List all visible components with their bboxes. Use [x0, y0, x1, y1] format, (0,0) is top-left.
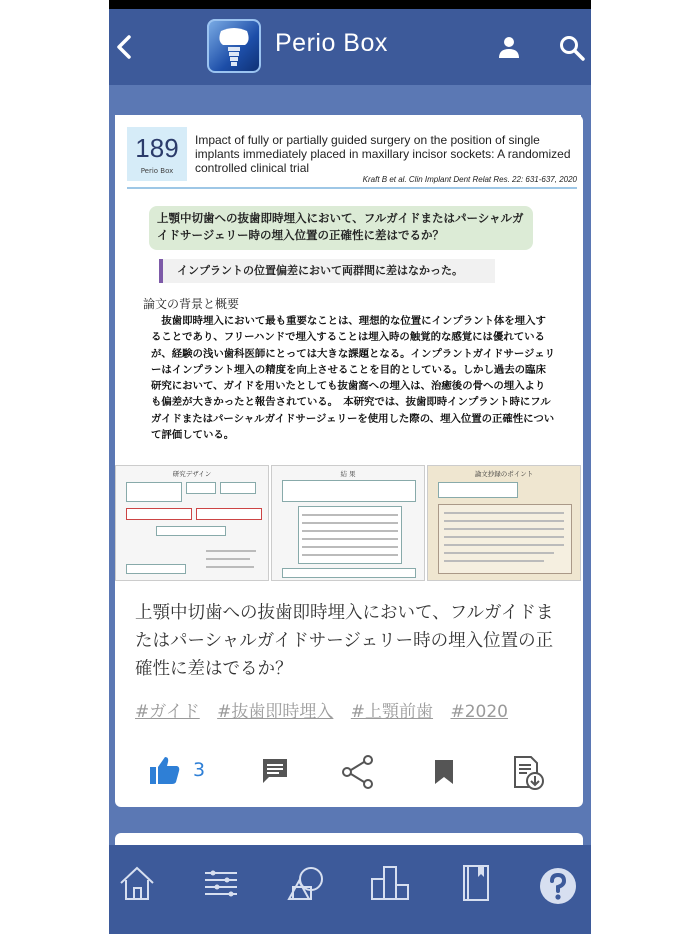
- mini-box: [156, 526, 226, 536]
- bookmark-button[interactable]: [433, 759, 455, 789]
- divider: [127, 187, 577, 189]
- paper-citation: Kraft B et al. Clin Implant Dent Relat Res. 22: 631-637, 2020: [362, 175, 577, 184]
- mini-line: [444, 552, 554, 554]
- nav-ranking[interactable]: [369, 863, 411, 907]
- post-card[interactable]: [115, 115, 583, 807]
- mini-box: [282, 480, 416, 502]
- bookmark-icon: [433, 759, 455, 785]
- mini-line: [302, 546, 398, 548]
- mini-box: [220, 482, 256, 494]
- book-icon: [461, 863, 491, 903]
- background-text: 抜歯即時埋入において最も重要なことは、理想的な位置にインプラント体を埋入することであり、フリーハンドで埋入することは埋入時の触覚的な感覚には優れているが、経験の浅い歯科医師にとっては大きな課題となる。インプラントガイドサージェリーはインプラント埋入の精度を向上させることを目的としている。しかし過去の臨床研究において、ガイドを用いたとしても抜歯窩への埋入は、治癒後の骨への埋入よりも偏差が大きかったと報告されている。 本研究では、抜歯即時インプラント時にフルガイドまたはパーシャルガイドサージェリーを使用した際の、埋入位置の正確性について評価している。: [151, 315, 555, 442]
- share-icon: [341, 755, 375, 789]
- app-title: Perio Box: [275, 29, 388, 57]
- mini-box: [438, 482, 518, 498]
- mini-box: [126, 508, 192, 520]
- tag-link[interactable]: #抜歯即時埋入: [217, 702, 334, 722]
- tag-link[interactable]: #ガイド: [135, 702, 200, 722]
- help-icon: [539, 867, 577, 905]
- user-button[interactable]: [497, 35, 521, 63]
- action-bar: [115, 755, 583, 795]
- mini-box: [438, 504, 572, 574]
- thumbnail-results[interactable]: [271, 465, 425, 581]
- post-text: 上顎中切歯への抜歯即時埋入において、フルガイドまたはパーシャルガイドサージェリー時の埋入位置の正確性に差はでるか？: [135, 603, 554, 679]
- search-icon: [559, 35, 585, 61]
- tag-link[interactable]: #2020: [450, 702, 508, 722]
- share-button[interactable]: [341, 755, 375, 793]
- badge-label: Perio Box: [140, 167, 174, 175]
- slide-answer: インプラントの位置偏差において両群間に差はなかった。: [159, 259, 495, 283]
- like-button[interactable]: [149, 755, 181, 789]
- thumbnail-design[interactable]: [115, 465, 269, 581]
- mini-box: [126, 482, 182, 502]
- mini-line: [444, 536, 564, 538]
- nav-help[interactable]: [539, 867, 577, 909]
- issue-badge: [127, 127, 187, 181]
- post-slide-image[interactable]: [115, 115, 581, 467]
- comment-icon: [261, 757, 289, 785]
- chevron-left-icon: [111, 29, 139, 65]
- nav-list[interactable]: [201, 863, 241, 907]
- issue-number: 189: [135, 133, 179, 163]
- mini-box: [186, 482, 216, 494]
- mini-box: [146, 542, 196, 562]
- thumbnail-title: 結 果: [340, 470, 356, 478]
- mini-box: [196, 508, 262, 520]
- thumbnail-title: 研究デザイン: [172, 470, 212, 478]
- mini-line: [302, 522, 398, 524]
- tag-link[interactable]: #上顎前歯: [350, 702, 434, 722]
- mini-line: [302, 530, 398, 532]
- mini-box: [126, 564, 186, 574]
- feed[interactable]: [109, 85, 591, 845]
- app-screen: [109, 0, 591, 934]
- thumbs-up-icon: [149, 755, 181, 785]
- mini-line: [444, 520, 564, 522]
- mini-line: [444, 512, 564, 514]
- background-heading: 論文の背景と概要: [143, 297, 240, 311]
- thumbnail-title: 論文抄録のポイント: [474, 470, 534, 478]
- bottom-nav: [109, 845, 591, 934]
- tooth-implant-logo: [207, 19, 261, 73]
- thumbnail-points[interactable]: [427, 465, 581, 581]
- slide-question: 上顎中切歯への抜歯即時埋入において、フルガイドまたはパーシャルガイドサージェリー時の埋入位置の正確性に差はでるか？: [149, 206, 533, 250]
- mini-line: [302, 514, 398, 516]
- top-bar: [109, 9, 591, 85]
- mini-line: [444, 560, 544, 562]
- thumbnail-strip: [115, 465, 581, 585]
- ranking-icon: [369, 863, 411, 903]
- mini-line: [444, 544, 564, 546]
- status-bar: [109, 0, 591, 9]
- download-pdf-button[interactable]: [511, 755, 545, 795]
- shapes-icon: [285, 863, 327, 903]
- mini-line: [206, 550, 256, 552]
- mini-line: [206, 558, 250, 560]
- home-icon: [117, 863, 157, 903]
- paper-title: Impact of fully or partially guided surgery on the position of single implants immediately placed in maxillary incisor sockets: A randomized controlled clinical trial: [195, 133, 571, 175]
- app-logo: [207, 19, 261, 73]
- mini-line: [444, 528, 564, 530]
- comment-button[interactable]: [261, 757, 289, 789]
- tag-list: [135, 697, 575, 722]
- user-icon: [497, 35, 521, 59]
- mini-line: [302, 554, 398, 556]
- mini-line: [206, 566, 254, 568]
- search-button[interactable]: [559, 35, 585, 65]
- like-count: 3: [193, 759, 206, 781]
- document-download-icon: [511, 755, 545, 791]
- nav-categories[interactable]: [285, 863, 327, 907]
- list-icon: [201, 863, 241, 903]
- mini-line: [302, 538, 398, 540]
- back-button[interactable]: [111, 29, 139, 65]
- nav-home[interactable]: [117, 863, 157, 907]
- nav-library[interactable]: [461, 863, 491, 907]
- mini-box: [282, 568, 416, 578]
